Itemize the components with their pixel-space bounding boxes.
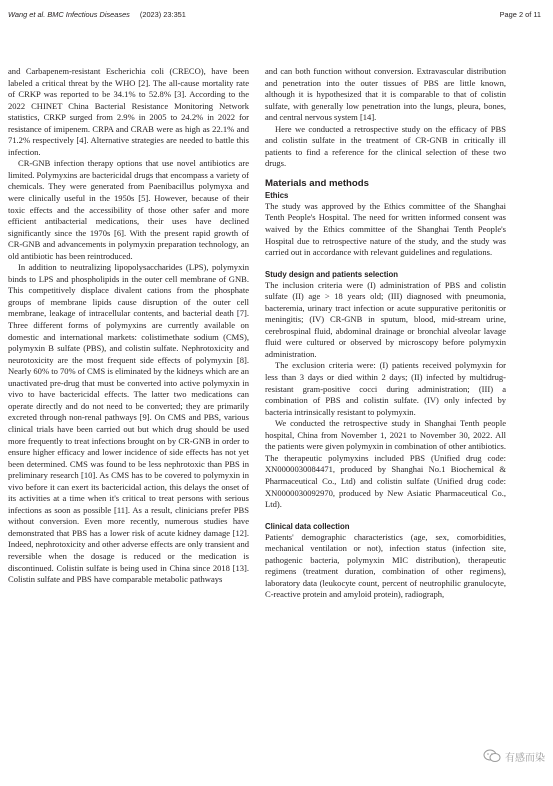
paragraph: CR-GNB infection therapy options that use novel antibiotics are limited. Polymyxins are bactericidal drugs that encompass a variety of chemicals. They were generated from Paenibacillus polymyxa and were clinically useful in the 1950s [5]. However, because of their toxic effects and the accessibility of those other safer and more efficient antibacterial medications, their uses have declined significantly since the 1970s [6]. With the present rapid growth of CR-GNB and advancements in polymyxin preparation technology, an old antibiotic has been reintroduced.	[8, 158, 249, 261]
journal-citation	[8, 10, 186, 19]
watermark	[483, 748, 545, 764]
left-column	[8, 66, 249, 586]
subsection-heading: Study design and patients selection	[265, 269, 399, 279]
running-header	[8, 10, 541, 24]
watermark-text: 有感而染	[505, 752, 545, 764]
paragraph: The exclusion criteria were: (I) patients received polymyxin for less than 3 days or died within 2 days; (II) infected by multidrug-resistant gram-positive cocci during administration; (III) a combination of PBS and colistin sulfate. (IV) only infected by bacteria intrinsically resistant to polymyxin.	[265, 360, 506, 417]
journal-name: BMC Infectious Diseases	[47, 10, 130, 19]
paragraph: Here we conducted a retrospective study on the efficacy of PBS and colistin sulfate in the treatment of CR-GNB in critically ill patients to find a reference for the clinical selection of these two drugs.	[265, 123, 506, 169]
subsection-heading: Ethics	[265, 190, 289, 200]
section-heading: Materials and methods	[265, 177, 369, 189]
subsection-heading: Clinical data collection	[265, 521, 350, 531]
paragraph: and Carbapenem-resistant Escherichia coli (CRECO), have been labeled a critical threat by the WHO [2]. The all-cause mortality rate of CRKP was reported to be 34.1% to 52.8% [3]. According to the 2022 CHINET China Bacterial Resistance Monitoring Network statistics, CRKP surged from 2.9% in 2005 to 24.2% in 2022 for resistance of imipenem. CRPA and CRAB were as high as 22.1% and 71.2% respectively [4]. Alternative strategies are needed to battle this infection.	[8, 66, 249, 157]
paragraph: We conducted the retrospective study in Shanghai Tenth people hospital, China from November 1, 2021 to November 30, 2022. All the patients were given polymyxin in combination of other antibiotics. The therapeutic polymyxins included PBS (Unified drug code: XN0000030084471, produced by Shanghai No.1 Biochemical & Pharmaceutical Co., Ltd) and colistin sulfate (Unified drug code: XN0000030092970, produced by New Asiatic Pharmaceutical Co., Ltd).	[265, 418, 506, 510]
paragraph: Patients' demographic characteristics (age, sex, comorbidities, mechanical ventilation or not), infection status (infection site, pathogenic bacteria, polymyxin MIC distribution), therapeutic regimens (treatment duration, combination of other regimens), laboratory data (leukocyte count, percent of neutrophilic granulocyte, C-reactive protein and amyloid protein), radiograph,	[265, 531, 506, 600]
paragraph: and can both function without conversion. Extravascular distribution and penetration into the outer tissues of PBS are little known, although it is hypothesized that it is comparable to that of colistin sulfate, with generally low penetration into the lungs, pleura, bones, and central nervous system [14].	[265, 66, 506, 123]
page-number: Page 2 of 11	[499, 10, 541, 19]
right-column	[265, 66, 506, 601]
paragraph: The inclusion criteria were (I) administration of PBS and colistin sulfate (II) age > 18 years old; (III) diagnosed with pneumonia, bacteremia, urinary tract infection or acute suppurative peritonitis or meningitis; (IV) CR-GNB in sputum, blood, mid-stream urine, cerebrospinal fluid, abdominal drainage or bronchial alveolar lavage fluid were cultured or observed by microscopy before polymyxin administration.	[265, 279, 506, 359]
wechat-icon	[483, 749, 501, 763]
paragraph: The study was approved by the Ethics committee of the Shanghai Tenth People's Hospital. The need for written informed consent was waived by the Ethics committee of the Shanghai Tenth People's Hospital due to retrospective nature of the study, and the study was carried out in accordance with relevant guidelines and regulations.	[265, 200, 506, 258]
year-volume: (2023) 23:351	[139, 10, 186, 19]
paragraph: In addition to neutralizing lipopolysaccharides (LPS), polymyxin binds to LPS and phospholipids in the outer cell membrane of GNB. This competitively displace divalent cations from the phosphate groups of membrane lipids cause disruption of the outer cell membrane, leakage of intracellular contents, and bacterial death [7]. Three different forms of polymyxins are currently available on domestic and international markets: colistimethate sodium (CMS), polymyxin B sulfate (PBS), and colistin sulfate. Nephrotoxicity and neurotoxicity are the most frequent side effects of polymyxin [8]. Nearly 60% to 70% of CMS is eliminated by the kidneys which are an unactivated pre-drug that must be converted into active polymyxin in vivo to have bactericidal effects. The latter two medications can operate directly and do not need to be converted; they are primarily excreted through non-renal pathways [9]. On CMS and PBS, various clinical trials have been carried out but which drug should be used more frequently to treat infections brought on by CR-GNB in order to ensure higher efficacy and lower incidence of side effects has not yet been determined. CMS was found to be less nephrotoxic than PBS in preliminary research [10]. As CMS has to be covered to polymyxin in vivo before it can exert its bactericidal action, this delays the onset of its activities at a time when it's critical to treat persons with serious infections as soon as possible [11]. As a result, clinicians prefer PBS without conversion. Even more recently, numerous studies have demonstrated that PBS has a lower risk of acute kidney damage [12]. Indeed, nephrotoxicity and other adverse effects are only transient and reversible when the dosage is reduced or the medication is discontinued. Colistin sulfate is being used in China since 2018 [13]. Colistin sulfate and PBS have comparable metabolic pathways	[8, 262, 249, 585]
author-prefix: Wang et al.	[8, 10, 46, 19]
